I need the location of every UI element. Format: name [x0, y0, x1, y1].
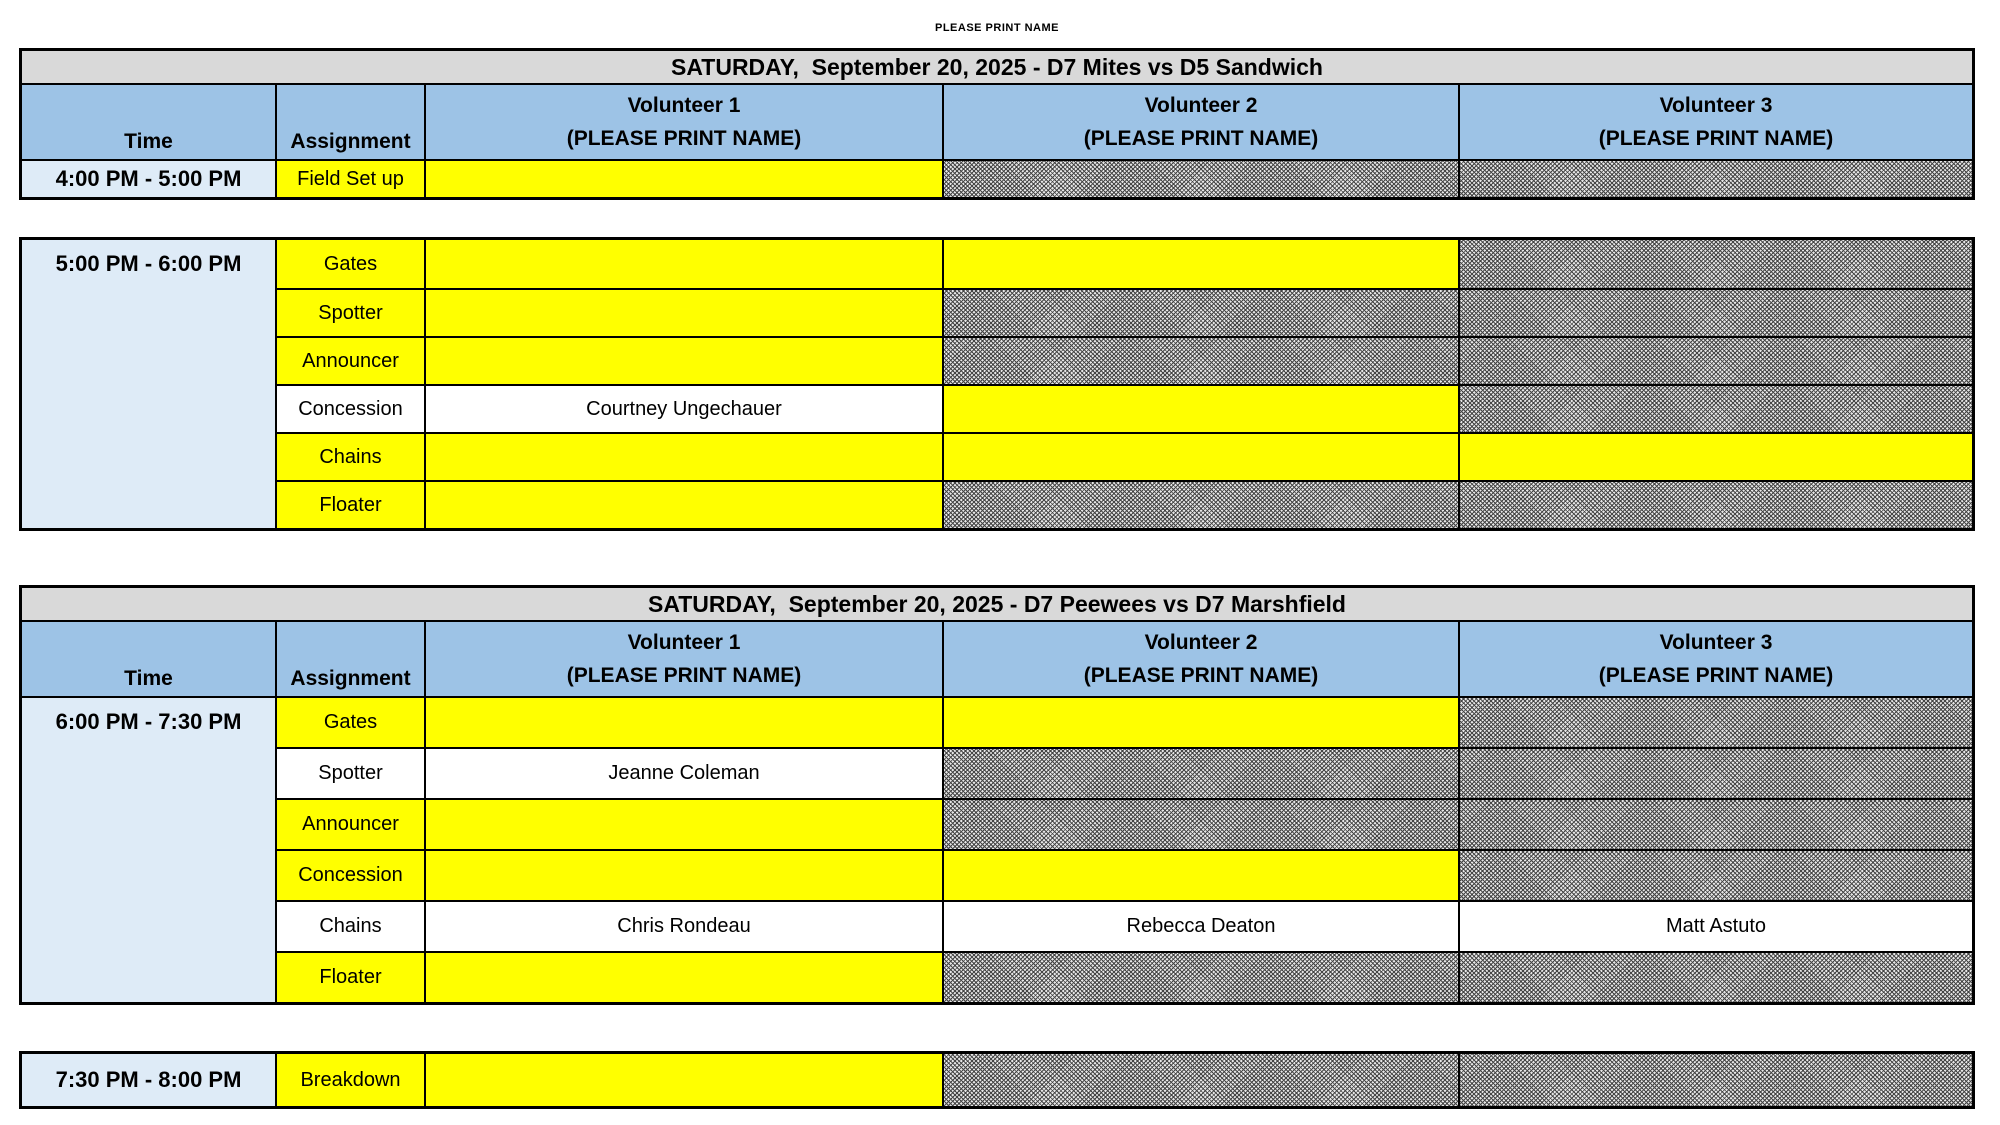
header-volunteer1-label: Volunteer 1: [627, 94, 741, 118]
volunteer2-cell-open[interactable]: [942, 696, 1458, 747]
assignment-cell: Concession: [275, 849, 424, 900]
assignment-cell: Chains: [275, 432, 424, 480]
header-volunteer2: [942, 85, 1458, 159]
header-print-note: (PLEASE PRINT NAME): [1598, 126, 1834, 150]
header-volunteer1: [424, 622, 942, 696]
volunteer1-cell-open[interactable]: [424, 288, 942, 336]
volunteer3-cell-unavailable: [1458, 480, 1972, 528]
volunteer3-cell-filled[interactable]: Matt Astuto: [1458, 900, 1972, 951]
time-cell: 5:00 PM - 6:00 PM: [22, 240, 275, 528]
volunteer1-cell-open[interactable]: [424, 480, 942, 528]
top-note: PLEASE PRINT NAME: [934, 22, 1059, 34]
volunteer3-cell-open[interactable]: [1458, 432, 1972, 480]
volunteer3-cell-unavailable: [1458, 384, 1972, 432]
volunteer1-cell-filled[interactable]: Jeanne Coleman: [424, 747, 942, 798]
assignment-cell: Spotter: [275, 747, 424, 798]
volunteer3-cell-unavailable: [1458, 240, 1972, 288]
header-volunteer2: [942, 622, 1458, 696]
volunteer2-cell-open[interactable]: [942, 240, 1458, 288]
volunteer1-cell-open[interactable]: [424, 696, 942, 747]
assignment-cell: Announcer: [275, 798, 424, 849]
assignment-cell: Field Set up: [275, 159, 424, 197]
header-volunteer2-label: Volunteer 2: [1144, 94, 1258, 118]
volunteer2-cell-unavailable: [942, 480, 1458, 528]
volunteer1-cell-open[interactable]: [424, 951, 942, 1002]
assignment-cell: Floater: [275, 480, 424, 528]
volunteer2-cell-unavailable: [942, 798, 1458, 849]
volunteer3-cell-unavailable: [1458, 747, 1972, 798]
volunteer2-cell-unavailable: [942, 288, 1458, 336]
header-volunteer3: [1458, 85, 1972, 159]
header-print-note: (PLEASE PRINT NAME): [1083, 126, 1319, 150]
volunteer3-cell-unavailable: [1458, 696, 1972, 747]
timeslot-block-5pm: [19, 237, 1975, 531]
time-cell: 6:00 PM - 7:30 PM: [22, 696, 275, 1002]
volunteer1-cell-filled[interactable]: Chris Rondeau: [424, 900, 942, 951]
time-cell: 7:30 PM - 8:00 PM: [22, 1054, 275, 1106]
volunteer1-cell-open[interactable]: [424, 240, 942, 288]
timeslot-block-breakdown: [19, 1051, 1975, 1109]
assignment-cell: Breakdown: [275, 1054, 424, 1106]
assignment-cell: Spotter: [275, 288, 424, 336]
volunteer2-cell-unavailable: [942, 747, 1458, 798]
volunteer2-cell-unavailable: [942, 159, 1458, 197]
game-title: SATURDAY, September 20, 2025 - D7 Peewees vs D7 Marshfield: [22, 588, 1972, 622]
volunteer2-cell-open[interactable]: [942, 384, 1458, 432]
volunteer1-cell-open[interactable]: [424, 849, 942, 900]
game-title: SATURDAY, September 20, 2025 - D7 Mites vs D5 Sandwich: [22, 51, 1972, 85]
volunteer3-cell-unavailable: [1458, 951, 1972, 1002]
volunteer2-cell-unavailable: [942, 951, 1458, 1002]
volunteer1-cell-filled[interactable]: Courtney Ungechauer: [424, 384, 942, 432]
assignment-cell: Gates: [275, 240, 424, 288]
header-volunteer1: [424, 85, 942, 159]
assignment-cell: Concession: [275, 384, 424, 432]
volunteer1-cell-open[interactable]: [424, 159, 942, 197]
game-table-mites: [19, 48, 1975, 200]
header-volunteer3-label: Volunteer 3: [1659, 94, 1773, 118]
header-print-note: (PLEASE PRINT NAME): [1598, 663, 1834, 687]
game-table-peewees: [19, 585, 1975, 1005]
volunteer3-cell-unavailable: [1458, 159, 1972, 197]
header-time: Time: [22, 622, 275, 696]
volunteer3-cell-unavailable: [1458, 798, 1972, 849]
header-assignment: Assignment: [275, 85, 424, 159]
volunteer3-cell-unavailable: [1458, 1054, 1972, 1106]
header-print-note: (PLEASE PRINT NAME): [1083, 663, 1319, 687]
header-print-note: (PLEASE PRINT NAME): [566, 663, 802, 687]
volunteer1-cell-open[interactable]: [424, 1054, 942, 1106]
volunteer2-cell-filled[interactable]: Rebecca Deaton: [942, 900, 1458, 951]
header-volunteer3: [1458, 622, 1972, 696]
header-time: Time: [22, 85, 275, 159]
volunteer3-cell-unavailable: [1458, 849, 1972, 900]
volunteer1-cell-open[interactable]: [424, 336, 942, 384]
volunteer2-cell-open[interactable]: [942, 849, 1458, 900]
header-volunteer3-label: Volunteer 3: [1659, 631, 1773, 655]
volunteer2-cell-unavailable: [942, 336, 1458, 384]
header-print-note: (PLEASE PRINT NAME): [566, 126, 802, 150]
time-cell: 4:00 PM - 5:00 PM: [22, 159, 275, 197]
assignment-cell: Floater: [275, 951, 424, 1002]
assignment-cell: Gates: [275, 696, 424, 747]
assignment-cell: Chains: [275, 900, 424, 951]
volunteer3-cell-unavailable: [1458, 288, 1972, 336]
volunteer2-cell-unavailable: [942, 1054, 1458, 1106]
volunteer3-cell-unavailable: [1458, 336, 1972, 384]
header-assignment: Assignment: [275, 622, 424, 696]
volunteer1-cell-open[interactable]: [424, 798, 942, 849]
header-volunteer1-label: Volunteer 1: [627, 631, 741, 655]
volunteer2-cell-open[interactable]: [942, 432, 1458, 480]
header-volunteer2-label: Volunteer 2: [1144, 631, 1258, 655]
assignment-cell: Announcer: [275, 336, 424, 384]
volunteer1-cell-open[interactable]: [424, 432, 942, 480]
